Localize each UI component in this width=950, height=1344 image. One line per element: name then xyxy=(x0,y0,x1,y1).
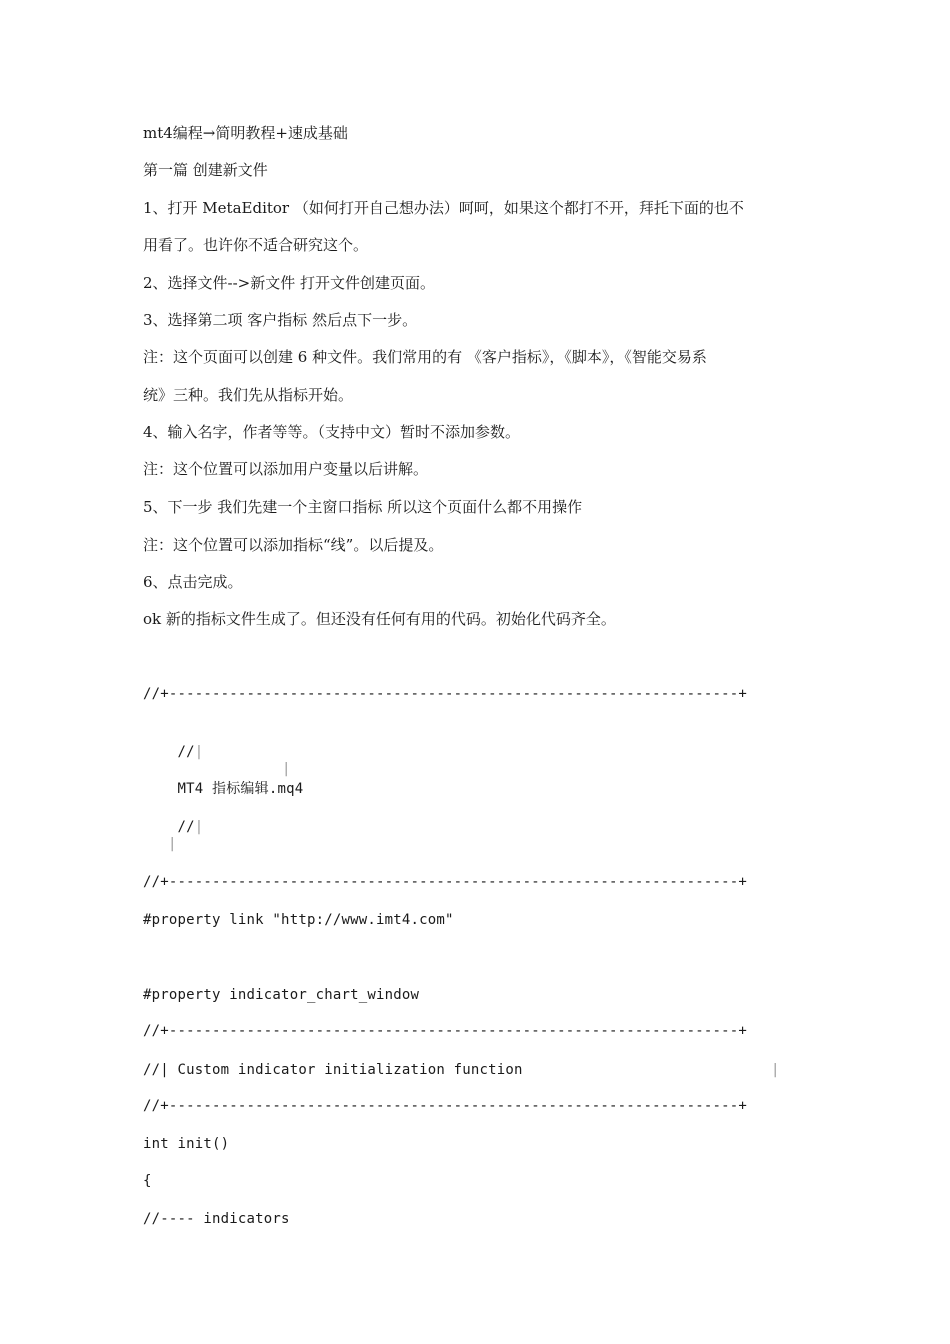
code-init-comment: //| Custom indicator initialization function xyxy=(143,1062,523,1078)
step-5: 5、下一步 我们先建一个主窗口指标 所以这个页面什么都不用操作 xyxy=(143,498,583,516)
note-2: 注：这个位置可以添加用户变量以后讲解。 xyxy=(143,460,429,478)
code-separator-3: //+------------------------------------------------------------------+ xyxy=(143,1023,748,1039)
code-filename: MT4 指标编辑.mq4 xyxy=(177,781,304,797)
step-1-line-1: 1、打开 MetaEditor （如何打开自己想办法）呵呵，如果这个都打不开，拜托下面的也不 xyxy=(143,199,744,217)
code-property-link: #property link "http://www.imt4.com" xyxy=(143,912,454,928)
step-3: 3、选择第二项 客户指标 然后点下一步。 xyxy=(143,311,418,329)
code-open-brace: { xyxy=(143,1173,152,1189)
comment-marker: // xyxy=(177,744,195,760)
pipe-char: | xyxy=(194,744,204,760)
code-filename-line xyxy=(143,759,304,797)
code-separator-2: //+------------------------------------------------------------------+ xyxy=(143,874,748,890)
code-separator-1: //+------------------------------------------------------------------+ xyxy=(143,686,748,702)
code-comment-line-1 xyxy=(143,722,204,760)
step-1-line-2: 用看了。也许你不适合研究这个。 xyxy=(143,236,369,254)
code-separator-4: //+------------------------------------------------------------------+ xyxy=(143,1098,748,1114)
document-title: mt4编程→简明教程+速成基础 xyxy=(143,124,348,142)
note-1-line-2: 统》三种。我们先从指标开始。 xyxy=(143,386,354,404)
step-2: 2、选择文件-->新文件 打开文件创建页面。 xyxy=(143,274,436,292)
completion-note: ok 新的指标文件生成了。但还没有任何有用的代码。初始化代码齐全。 xyxy=(143,610,616,628)
code-indicators-comment: //---- indicators xyxy=(143,1211,290,1227)
pipe-char: | xyxy=(168,836,177,852)
code-comment-line-2 xyxy=(143,797,204,835)
code-property-window: #property indicator_chart_window xyxy=(143,987,420,1003)
pipe-char: | xyxy=(194,819,204,835)
pipe-char: | xyxy=(282,761,291,777)
step-6: 6、点击完成。 xyxy=(143,573,243,591)
note-1-line-1: 注：这个页面可以创建 6 种文件。我们常用的有 《客户指标》，《脚本》，《智能交易系 xyxy=(143,348,707,366)
step-4: 4、输入名字，作者等等。（支持中文）暂时不添加参数。 xyxy=(143,423,521,441)
pipe-char: | xyxy=(771,1062,780,1078)
note-3: 注：这个位置可以添加指标“线”。以后提及。 xyxy=(143,536,444,554)
code-init-signature: int init() xyxy=(143,1136,230,1152)
chapter-heading: 第一篇 创建新文件 xyxy=(143,161,268,179)
comment-marker: // xyxy=(177,819,195,835)
